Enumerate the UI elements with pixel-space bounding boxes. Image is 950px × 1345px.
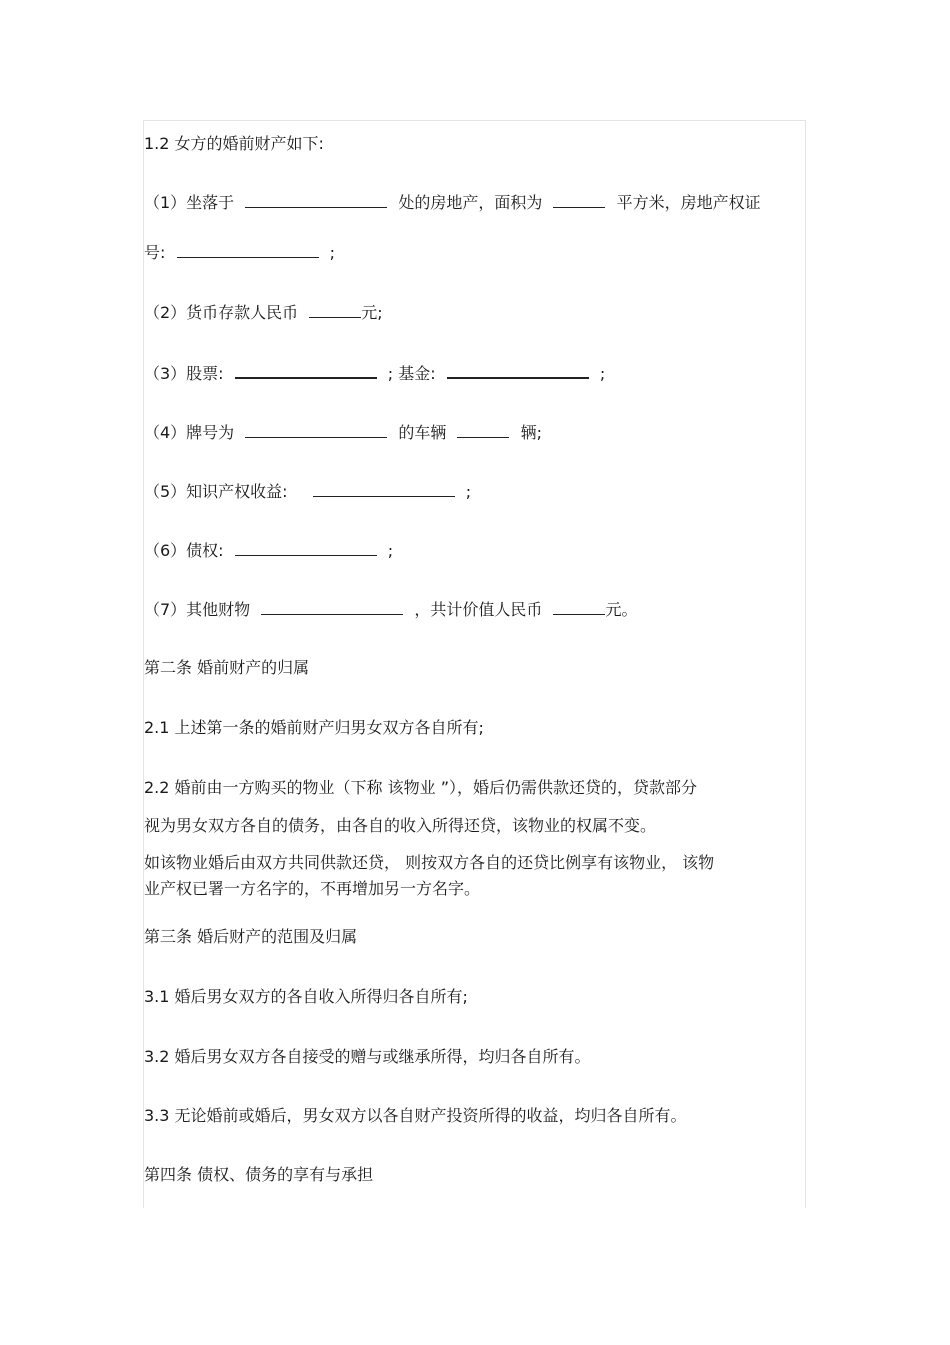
item-5: （5）知识产权收益: ; <box>144 479 471 503</box>
item-2: （2）货币存款人民币 元; <box>144 300 383 324</box>
total-value-blank[interactable] <box>553 597 605 615</box>
certificate-number-blank[interactable] <box>177 240 319 258</box>
item-4: （4）牌号为 的车辆 辆; <box>144 420 542 444</box>
item-1-line-2: 号: ; <box>144 240 335 264</box>
ip-income-blank[interactable] <box>313 479 455 497</box>
article-2-title: 第二条 婚前财产的归属 <box>144 658 310 677</box>
paragraph-3-1: 3.1 婚后男女双方的各自收入所得归各自所有; <box>144 987 468 1006</box>
paragraph-2-2-line-4: 业产权已署一方名字的，不再增加另一方名字。 <box>144 879 481 898</box>
stock-blank[interactable] <box>235 360 377 379</box>
vehicle-count-blank[interactable] <box>457 420 509 438</box>
address-blank[interactable] <box>245 190 387 208</box>
creditor-rights-blank[interactable] <box>235 538 377 556</box>
area-blank[interactable] <box>553 190 605 208</box>
item-1-line-1: （1）坐落于 处的房地产，面积为 平方米，房地产权证 <box>144 190 761 214</box>
article-4-title: 第四条 债权、债务的享有与承担 <box>144 1165 374 1184</box>
paragraph-3-3: 3.3 无论婚前或婚后，男女双方以各自财产投资所得的收益，均归各自所有。 <box>144 1106 687 1125</box>
item-7: （7）其他财物 ，共计价值人民币 元。 <box>144 597 638 621</box>
paragraph-2-2-line-1: 2.2 婚前由一方购买的物业（下称 该物业 ”），婚后仍需供款还贷的，贷款部分 <box>144 778 697 797</box>
item-3: （3）股票: ; 基金: ; <box>144 360 605 385</box>
paragraph-2-2-line-3: 如该物业婚后由双方共同供款还贷， 则按双方各自的还贷比例享有该物业， 该物 <box>144 853 715 872</box>
other-property-blank[interactable] <box>261 597 403 615</box>
plate-number-blank[interactable] <box>245 420 387 438</box>
section-heading-1-2: 1.2 女方的婚前财产如下: <box>144 134 324 153</box>
paragraph-3-2: 3.2 婚后男女双方各自接受的赠与或继承所得，均归各自所有。 <box>144 1047 591 1066</box>
deposit-amount-blank[interactable] <box>309 300 361 318</box>
paragraph-2-2-line-2: 视为男女双方各自的债务，由各自的收入所得还贷，该物业的权属不变。 <box>144 816 657 835</box>
paragraph-2-1: 2.1 上述第一条的婚前财产归男女双方各自所有; <box>144 718 484 737</box>
item-6: （6）债权: ; <box>144 538 393 562</box>
fund-blank[interactable] <box>447 360 589 379</box>
article-3-title: 第三条 婚后财产的范围及归属 <box>144 927 358 946</box>
